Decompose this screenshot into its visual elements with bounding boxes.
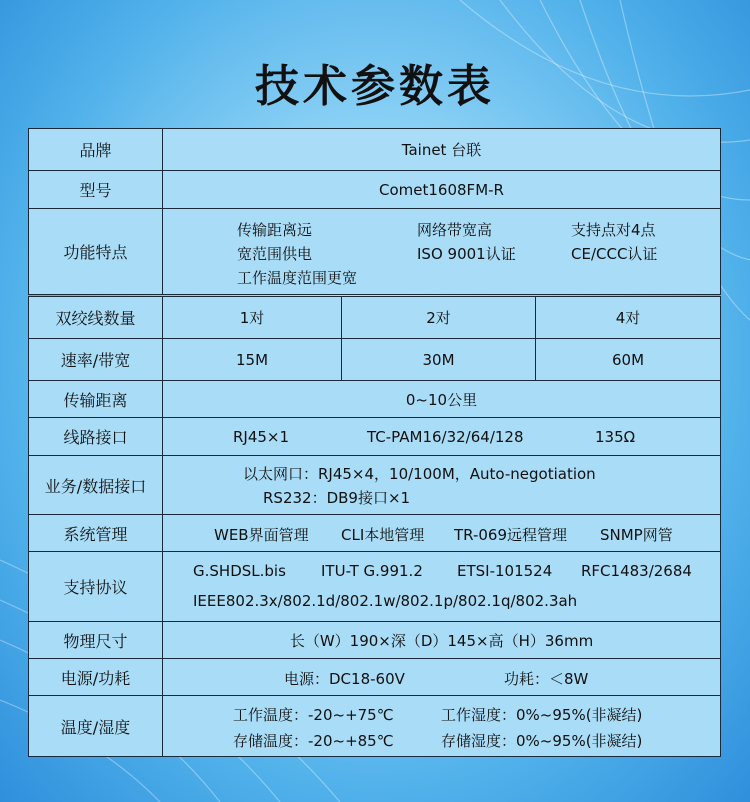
power-value: 功耗：＜8W	[504, 670, 589, 688]
service-line: 以太网口：RJ45×4，10/100M，Auto-negotiation	[243, 465, 596, 483]
row-rate	[28, 338, 721, 381]
humidity-value: 工作湿度：0%~95%(非凝结)	[441, 706, 643, 724]
service-line: RS232：DB9接口×1	[263, 489, 411, 507]
row-size	[28, 621, 721, 659]
row-distance	[28, 380, 721, 418]
feature-item: 传输距离远	[237, 221, 313, 239]
power-value: 电源：DC18-60V	[284, 670, 405, 688]
row-label: 系统管理	[29, 515, 163, 551]
protocol-value: RFC1483/2684	[581, 562, 692, 580]
line-interface-value: RJ45×1	[233, 428, 290, 446]
feature-item: 网络带宽高	[417, 221, 493, 239]
rate-value: 30M	[342, 339, 536, 380]
rate-value: 60M	[611, 350, 645, 369]
row-label: 传输距离	[29, 381, 163, 417]
row-label: 电源/功耗	[29, 659, 163, 695]
temperature-value: 工作温度：-20~+75℃	[233, 706, 394, 724]
line-interface-value: 135Ω	[595, 428, 636, 446]
row-features	[28, 208, 721, 295]
row-label: 双绞线数量	[29, 297, 163, 338]
management-value: WEB界面管理	[214, 526, 309, 544]
distance-value: 0~10公里	[405, 390, 478, 409]
page-title: 技术参数表	[255, 61, 495, 112]
row-label: 业务/数据接口	[29, 456, 163, 514]
row-label: 速率/带宽	[29, 339, 163, 380]
protocol-value: G.SHDSL.bis	[193, 562, 286, 580]
temperature-value: 存储温度：-20~+85℃	[233, 732, 394, 750]
pairs-value: 1对	[163, 297, 342, 338]
pairs-value: 2对	[342, 297, 536, 338]
row-label: 线路接口	[29, 418, 163, 455]
row-brand	[28, 128, 721, 171]
row-service-interface	[28, 455, 721, 515]
feature-item: ISO 9001认证	[417, 245, 516, 263]
row-label: 温度/湿度	[29, 696, 163, 756]
row-model	[28, 170, 721, 209]
row-label: 型号	[29, 171, 163, 208]
row-power	[28, 658, 721, 696]
management-value: SNMP网管	[600, 526, 673, 544]
model-value: Comet1608FM-R	[379, 180, 504, 199]
row-temperature	[28, 695, 721, 757]
humidity-value: 存储湿度：0%~95%(非凝结)	[441, 732, 643, 750]
size-value: 长（W）190×深（D）145×高（H）36mm	[289, 631, 594, 650]
feature-item: 工作温度范围更宽	[237, 269, 358, 287]
protocol-value: ITU-T G.991.2	[321, 562, 423, 580]
feature-item: 宽范围供电	[237, 245, 313, 263]
line-interface-value: TC-PAM16/32/64/128	[367, 428, 524, 446]
management-value: CLI本地管理	[341, 526, 425, 544]
rate-value: 15M	[163, 339, 342, 380]
row-label: 功能特点	[29, 209, 163, 294]
row-label: 支持协议	[29, 552, 163, 621]
row-label: 品牌	[29, 129, 163, 170]
brand-value: Tainet 台联	[401, 141, 482, 159]
pairs-value: 4对	[615, 309, 641, 327]
feature-item: CE/CCC认证	[571, 245, 658, 263]
row-label: 物理尺寸	[29, 622, 163, 658]
row-management	[28, 514, 721, 552]
feature-item: 支持点对4点	[571, 221, 656, 239]
row-line-interface	[28, 417, 721, 456]
protocol-value: ETSI-101524	[457, 562, 553, 580]
management-value: TR-069远程管理	[454, 526, 568, 544]
row-protocol	[28, 551, 721, 622]
protocol-line2: IEEE802.3x/802.1d/802.1w/802.1p/802.1q/802.3ah	[193, 592, 578, 610]
row-pairs	[28, 296, 721, 339]
